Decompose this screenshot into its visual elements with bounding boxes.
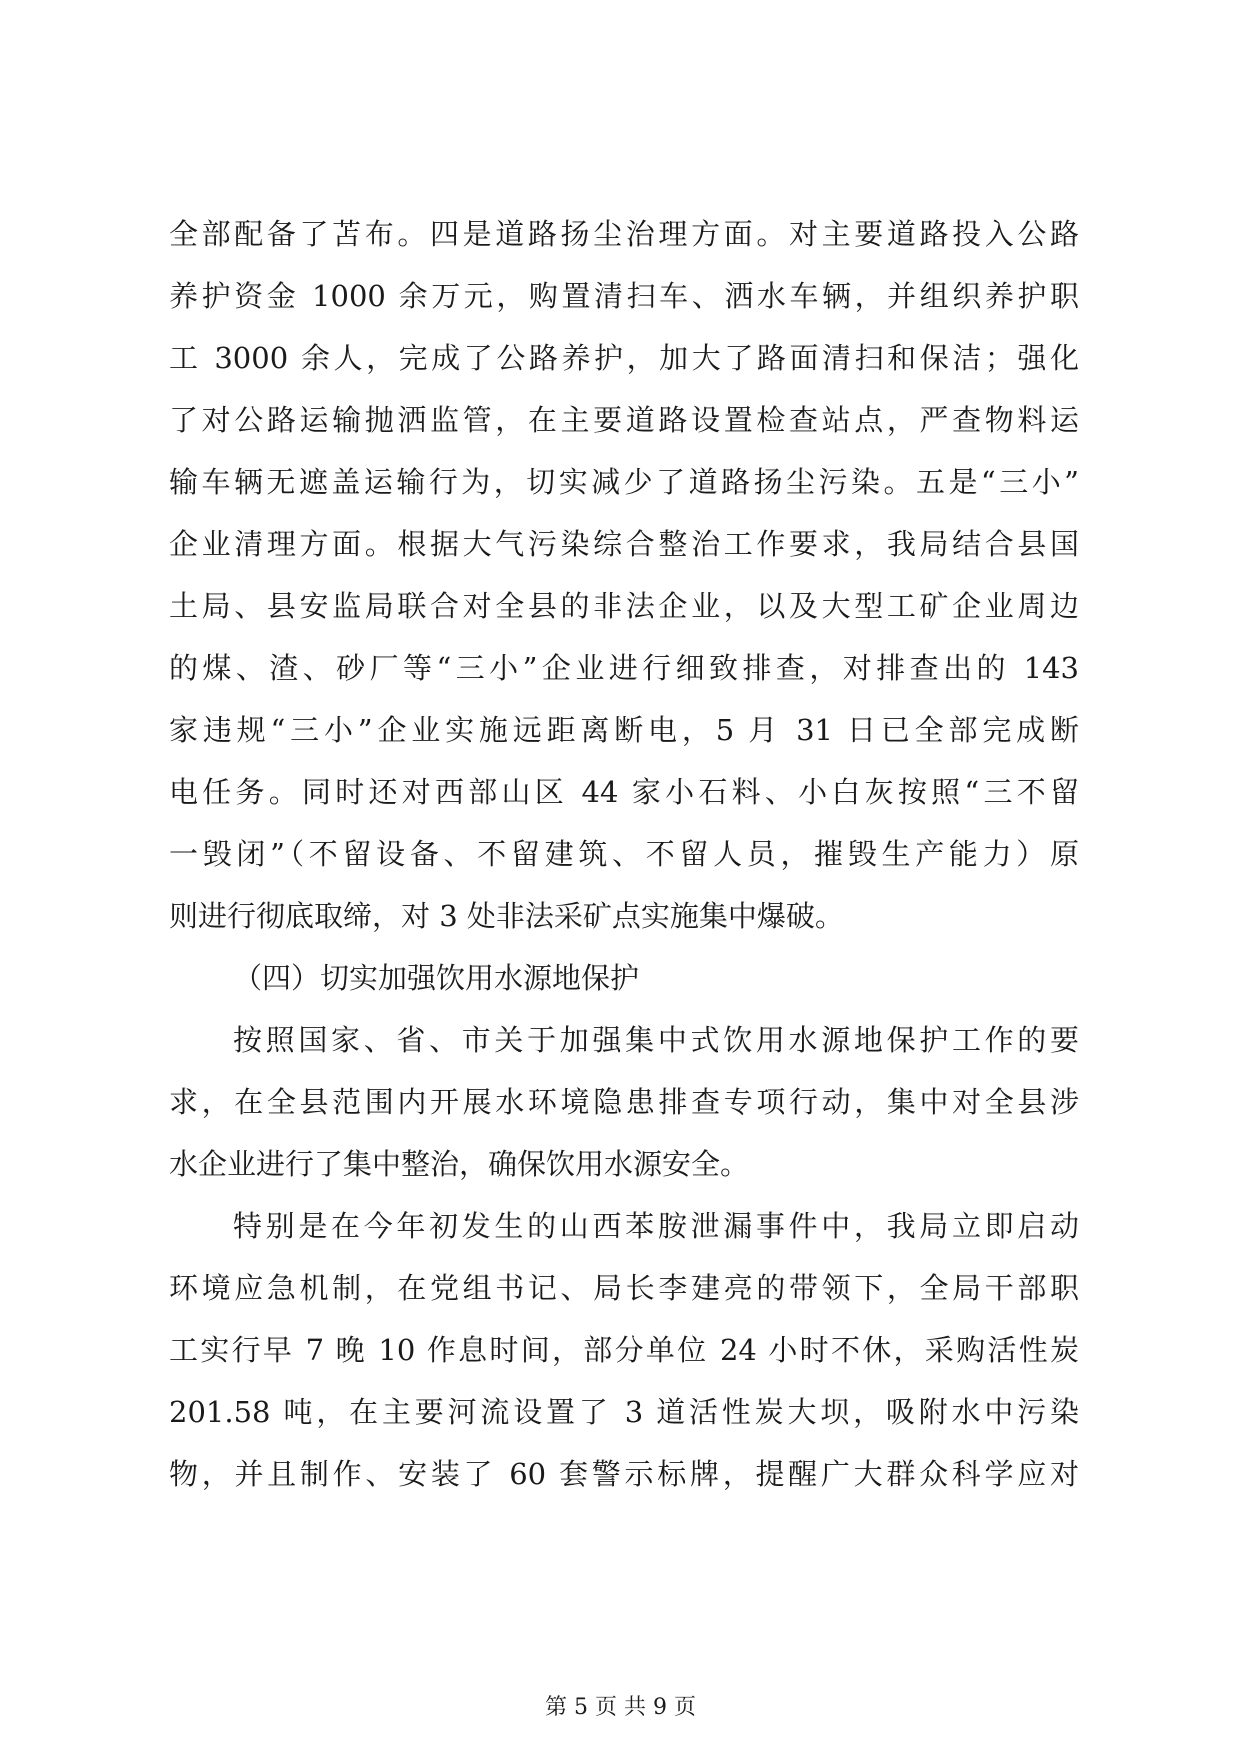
text-line: 全部配备了苫布。四是道路扬尘治理方面。对主要道路投入公路 [169, 217, 1079, 251]
page-number-footer: 第 5 页 共 9 页 [545, 1695, 696, 1720]
text-line: 特别是在今年初发生的山西苯胺泄漏事件中，我局立即启动 [233, 1209, 1079, 1243]
text-line: 一毁闭”（不留设备、不留建筑、不留人员，摧毁生产能力）原 [169, 837, 1079, 871]
text-line: 输车辆无遮盖运输行为，切实减少了道路扬尘污染。五是“三小” [169, 465, 1079, 499]
text-line: 求，在全县范围内开展水环境隐患排查专项行动，集中对全县涉 [169, 1085, 1079, 1119]
text-line: 工 3000 余人，完成了公路养护，加大了路面清扫和保洁；强化 [169, 341, 1079, 375]
text-line: 的煤、渣、砂厂等“三小”企业进行细致排查，对排查出的 143 [169, 651, 1079, 685]
text-line: 物，并且制作、安装了 60 套警示标牌，提醒广大群众科学应对 [169, 1457, 1079, 1491]
text-line: 家违规“三小”企业实施远距离断电，5 月 31 日已全部完成断 [169, 713, 1079, 747]
text-line: 201.58 吨，在主要河流设置了 3 道活性炭大坝，吸附水中污染 [169, 1395, 1079, 1429]
paragraph-end-line: 则进行彻底取缔，对 3 处非法采矿点实施集中爆破。 [169, 899, 844, 933]
text-line: 了对公路运输抛洒监管，在主要道路设置检查站点，严查物料运 [169, 403, 1079, 437]
section-heading: （四）切实加强饮用水源地保护 [233, 961, 640, 995]
paragraph-end-line: 水企业进行了集中整治，确保饮用水源安全。 [169, 1147, 750, 1181]
text-line: 按照国家、省、市关于加强集中式饮用水源地保护工作的要 [233, 1023, 1079, 1057]
text-line: 养护资金 1000 余万元，购置清扫车、洒水车辆，并组织养护职 [169, 279, 1079, 313]
text-line: 电任务。同时还对西部山区 44 家小石料、小白灰按照“三不留 [169, 775, 1079, 809]
text-line: 企业清理方面。根据大气污染综合整治工作要求，我局结合县国 [169, 527, 1079, 561]
text-line: 工实行早 7 晚 10 作息时间，部分单位 24 小时不休，采购活性炭 [169, 1333, 1079, 1367]
text-line: 环境应急机制，在党组书记、局长李建亮的带领下，全局干部职 [169, 1271, 1079, 1305]
text-line: 土局、县安监局联合对全县的非法企业，以及大型工矿企业周边 [169, 589, 1079, 623]
document-body [169, 203, 1079, 1505]
